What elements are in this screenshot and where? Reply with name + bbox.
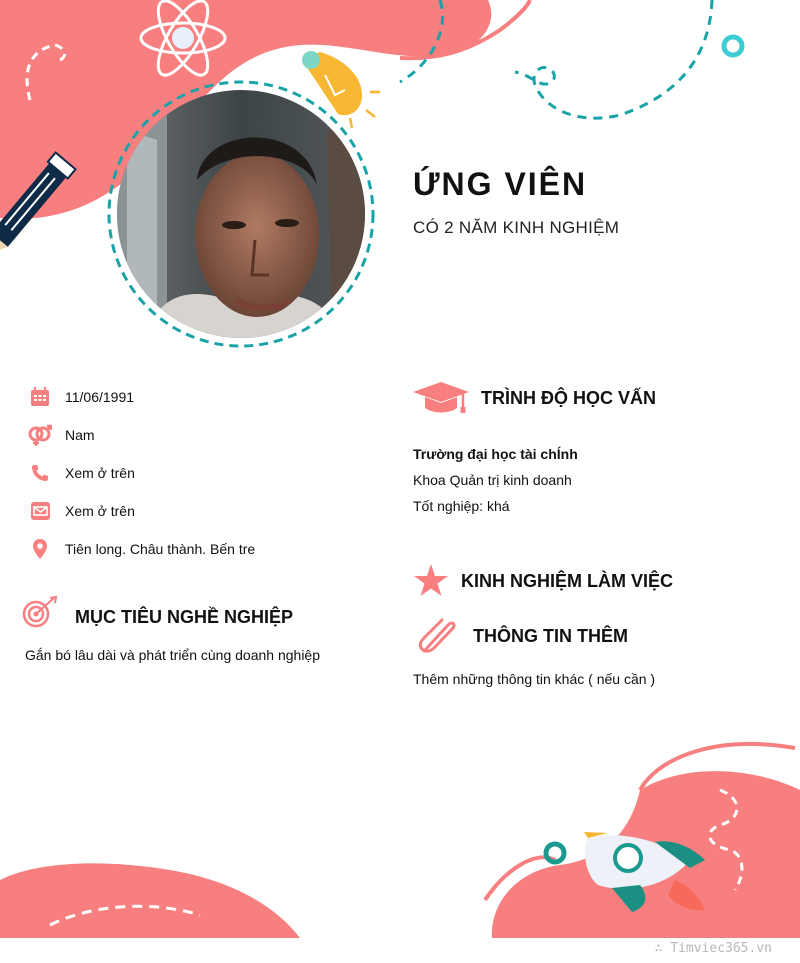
- candidate-name: ỨNG VIÊN: [413, 166, 588, 202]
- work-experience-title: KINH NGHIỆM LÀM VIỆC: [461, 571, 674, 591]
- education-graduation: Tốt nghiệp: khá: [413, 498, 510, 514]
- phone-icon: [28, 461, 52, 485]
- calendar-icon: [28, 385, 52, 409]
- avatar-photo: [117, 90, 365, 338]
- additional-info-text: Thêm những thông tin khác ( nếu cần ): [413, 671, 656, 687]
- email-icon: [28, 499, 52, 523]
- star-icon: [414, 564, 448, 597]
- candidate-experience: CÓ 2 NĂM KINH NGHIỆM: [413, 218, 620, 237]
- contact-address: [28, 537, 256, 561]
- contact-text: Xem ở trên: [65, 503, 135, 519]
- paperclip-icon: [416, 615, 458, 655]
- contact-dob: [28, 385, 135, 409]
- contact-gender: [28, 423, 95, 447]
- education-title: TRÌNH ĐỘ HỌC VẤN: [481, 388, 656, 408]
- education-faculty: Khoa Quản trị kinh doanh: [413, 472, 572, 488]
- teal-ring-icon: [724, 37, 742, 55]
- avatar: [117, 90, 365, 338]
- location-pin-icon: [28, 537, 52, 561]
- objective-text: Gắn bó lâu dài và phát triển cùng doanh nghiệp: [25, 647, 321, 663]
- teal-dashed-right: [515, 0, 712, 118]
- objective-title: MỤC TIÊU NGHỀ NGHIỆP: [75, 607, 294, 627]
- graduation-cap-icon: [413, 380, 469, 414]
- additional-info-title: THÔNG TIN THÊM: [473, 626, 628, 646]
- gender-icon: [28, 423, 52, 447]
- target-icon: [22, 596, 58, 628]
- contact-text: 11/06/1991: [65, 389, 135, 405]
- contact-phone: [28, 461, 135, 485]
- bottom-left-blob: [0, 863, 300, 938]
- contact-text: Xem ở trên: [65, 465, 135, 481]
- contact-text: Tiên long. Châu thành. Bến tre: [65, 541, 256, 557]
- watermark: ∴ Timviec365.vn: [654, 941, 772, 956]
- education-school: Trường đại học tài chÍnh: [413, 446, 578, 462]
- contact-text: Nam: [65, 427, 95, 443]
- contact-email: [28, 499, 135, 523]
